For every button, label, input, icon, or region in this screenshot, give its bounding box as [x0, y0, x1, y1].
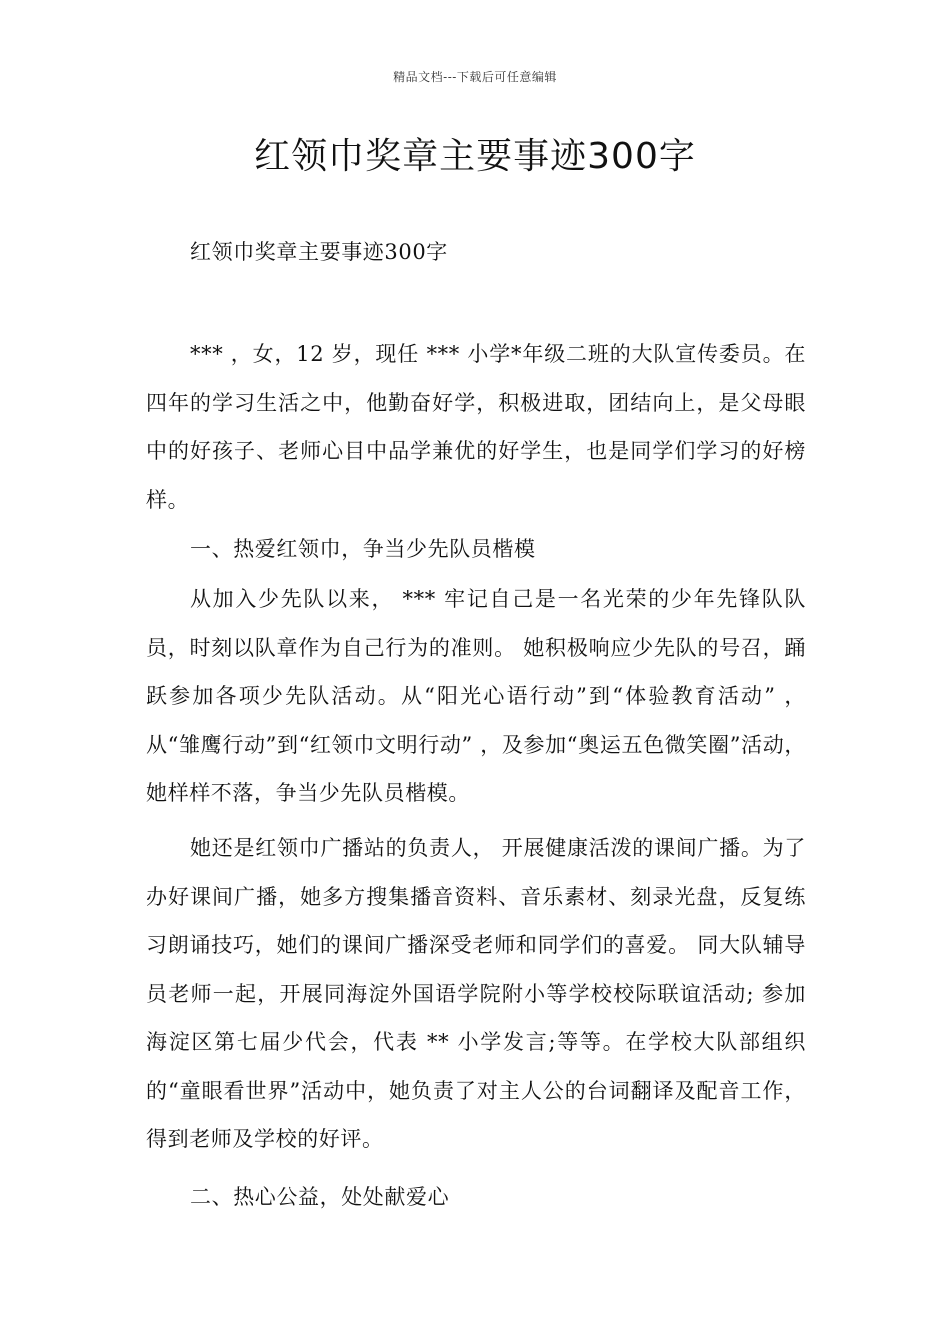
header-note: 精品文档---下载后可任意编辑: [393, 70, 557, 84]
section1-paragraph-2: 她还是红领巾广播站的负责人， 开展健康活泼的课间广播。为了办好课间广播，她多方搜集播音资料、音乐素材、刻录光盘，反复练习朗诵技巧，她们的课间广播深受老师和同学们的喜爱。 同大队辅导员老师一起，开展同海淀外国语学院附小等学校校际联谊活动; 参加海淀区第七届少代会，代表 ** 小学发言;等等。在学校大队部组织的“童眼看世界”活动中，她负责了对主人公的台词翻译及配音工作，得到老师及学校的好评。: [146, 836, 806, 1151]
section1-heading-block: [146, 525, 806, 574]
section1-paragraph-1: 从加入少先队以来， *** 牢记自己是一名光荣的少年先锋队队员，时刻以队章作为自己行为的准则。 她积极响应少先队的号召，踊跃参加各项少先队活动。从“阳光心语行动”到“体验教育活动” ，从“雏鹰行动”到“红领巾文明行动” ，及参加“奥运五色微笑圈”活动，她样样不落，争当少先队员楷模。: [146, 587, 806, 805]
section1-heading: 一、热爱红领巾，争当少先队员楷模: [190, 537, 536, 561]
subtitle-block: [146, 228, 806, 277]
document-title: 红领巾奖章主要事迹300字: [254, 136, 696, 177]
section1-paragraph2-block: [146, 824, 806, 1164]
section1-paragraph1-block: [146, 575, 806, 818]
intro-block: [146, 330, 806, 524]
intro-paragraph: *** ，女，12 岁，现任 *** 小学*年级二班的大队宣传委员。在四年的学习生活之中，他勤奋好学，积极进取，团结向上，是父母眼中的好孩子、老师心目中品学兼优的好学生，也是同学们学习的好榜样。: [146, 342, 806, 512]
section2-heading: 二、热心公益，处处献爱心: [190, 1185, 450, 1209]
document-subtitle: 红领巾奖章主要事迹300字: [190, 240, 448, 264]
section2-heading-block: [146, 1173, 806, 1222]
